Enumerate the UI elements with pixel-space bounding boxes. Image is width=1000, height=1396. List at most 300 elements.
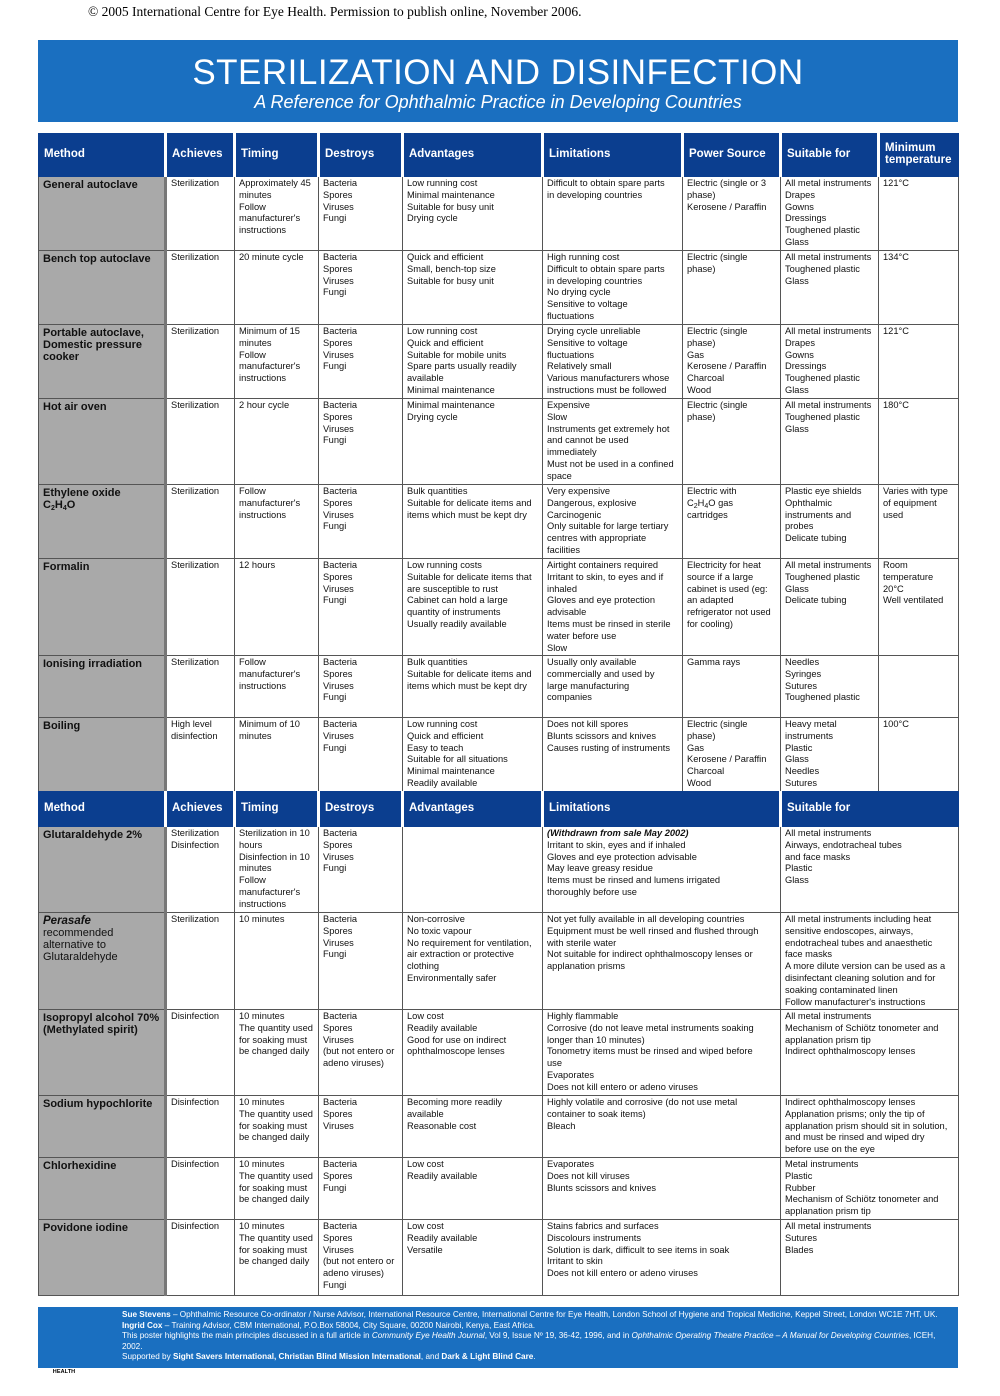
timing-cell-line: The quantity used — [239, 1108, 313, 1119]
limitations-cell-line: commercially and used by — [547, 668, 655, 679]
copyright-notice: © 2005 International Centre for Eye Health. Permission to publish online, November 2006. — [88, 4, 582, 19]
power-cell — [683, 177, 781, 251]
destroys-cell-line: Fungi — [323, 287, 347, 298]
achieves-cell-line: Sterilization — [171, 560, 220, 570]
destroys-cell-line: Spores — [323, 1108, 353, 1119]
suitable-cell-line: Mechanism of Schiötz tonometer and — [785, 1022, 939, 1033]
limitations-cell-line: Highly flammable — [547, 1011, 619, 1021]
achieves-cell — [166, 913, 235, 1010]
advantages-cell-line: available — [407, 1108, 444, 1119]
temp-cell-line: 121°C — [883, 178, 909, 188]
advantages-cell-line: are susceptible to rust — [407, 583, 498, 594]
method-label: Ethylene oxide — [43, 487, 121, 499]
power-cell-line: Electric with — [687, 486, 737, 496]
destroys-cell — [319, 1220, 403, 1296]
advantages-cell-line: Suitable for busy unit — [407, 201, 494, 212]
suitable-cell-line: instruments and — [785, 509, 852, 520]
limitations-cell — [543, 485, 683, 559]
advantages-cell-line: Drying cycle — [407, 213, 458, 224]
suitable-cell-line: Glass — [785, 583, 809, 594]
limitations-cell-line: Items must be rinsed in sterile — [547, 618, 671, 629]
method-label: General autoclave — [43, 179, 138, 191]
method-name — [39, 559, 166, 656]
method-label: Glutaraldehyde 2% — [43, 829, 143, 841]
method-label: Formalin — [43, 561, 90, 573]
limitations-cell-line: Gloves and eye protection — [547, 595, 656, 606]
timing-cell-line: minutes — [239, 730, 272, 741]
suitable-cell-line: A more dilute version can be used as a — [785, 961, 946, 972]
method-label: Perasafe — [43, 915, 91, 927]
power-cell-line: for cooling) — [687, 618, 733, 629]
temp-cell — [879, 559, 959, 656]
achieves-cell — [166, 656, 235, 718]
advantages-cell-line: Suitable for mobile units — [407, 349, 507, 360]
advantages-cell-line: Low cost — [407, 1159, 444, 1169]
achieves-cell — [166, 827, 235, 913]
suitable-cell-line: Toughened plastic — [785, 411, 860, 422]
timing-cell-line: 10 minutes — [239, 914, 285, 924]
destroys-cell-line: Fungi — [323, 949, 347, 960]
advantages-cell-line: Becoming more readily — [407, 1097, 503, 1107]
destroys-cell-line: adeno viruses) — [323, 1058, 384, 1069]
suitable-cell-line: Drapes — [785, 189, 815, 200]
limitations-cell-line: No drying cycle — [547, 287, 611, 298]
destroys-cell-line: Spores — [323, 337, 353, 348]
power-cell — [683, 718, 781, 792]
method-name — [39, 1158, 166, 1220]
page-subtitle: A Reference for Ophthalmic Practice in Developing Countries — [254, 92, 742, 112]
limitations-cell-line: Irritant to skin, to eyes and if — [547, 571, 664, 582]
limitations-cell-line: Slow — [547, 411, 568, 422]
limitations-cell-line: Stains fabrics and surfaces — [547, 1221, 659, 1231]
limitations-cell-line: Equipment must be well rinsed and flushed through — [547, 925, 759, 936]
limitations-cell-line: facilities — [547, 544, 581, 555]
timing-cell-line: be changed daily — [239, 1046, 310, 1057]
timing-cell-line: manufacturer's — [239, 361, 301, 372]
destroys-cell-line: Viruses — [323, 275, 354, 286]
timing-cell-line: instructions — [239, 680, 287, 691]
achieves-cell-line: Sterilization — [171, 914, 220, 924]
power-cell-line: Charcoal — [687, 373, 725, 384]
achieves-cell-line: Disinfection — [171, 1221, 220, 1231]
limitations-cell-line: Instruments get extremely hot — [547, 423, 670, 434]
table2-header-destroys: Destroys — [319, 792, 403, 827]
achieves-cell — [166, 399, 235, 485]
limitations-cell-line: Only suitable for large tertiary — [547, 521, 669, 532]
advantages-cell-line: Low running cost — [407, 178, 478, 188]
destroys-cell-line: Spores — [323, 1232, 353, 1243]
destroys-cell-line: Bacteria — [323, 719, 358, 729]
advantages-cell — [403, 718, 543, 792]
table1-header-suitable-for: Suitable for — [781, 134, 879, 177]
title-banner — [38, 40, 958, 122]
method-label: Boiling — [43, 720, 81, 732]
power-cell-line: Electric (single — [687, 326, 748, 336]
temp-cell — [879, 399, 959, 485]
destroys-cell-line: Bacteria — [323, 252, 358, 262]
achieves-cell — [166, 325, 235, 399]
timing-cell-line: Approximately 45 — [239, 178, 311, 188]
table-row — [39, 718, 959, 792]
temp-cell-line: 180°C — [883, 400, 909, 410]
advantages-cell-line: Cabinet can hold a large — [407, 595, 508, 606]
timing-cell-line: Minimum of 15 — [239, 326, 300, 336]
destroys-cell — [319, 399, 403, 485]
limitations-cell-line: applanation prisms — [547, 961, 626, 972]
suitable-cell-line: applanation prism should sit in solution, — [785, 1120, 948, 1131]
method-name — [39, 913, 166, 1010]
destroys-cell-line: Spores — [323, 925, 353, 936]
timing-cell — [235, 1220, 319, 1296]
suitable-cell-line: Blades — [785, 1244, 814, 1255]
destroys-cell-line: Bacteria — [323, 560, 358, 570]
power-cell — [683, 325, 781, 399]
advantages-cell-line: Drying cycle — [407, 411, 458, 422]
credit-line-2: Ingrid Cox – Training Advisor, CBM International, P.O.Box 58004, City Square, 00200 Nairobi, Kenya, East Africa. — [122, 1320, 536, 1330]
limitations-cell-line: Must not be used in a confined — [547, 458, 674, 469]
limitations-cell-line: Bleach — [547, 1120, 576, 1131]
suitable-cell-line: probes — [785, 521, 814, 532]
advantages-cell-line: Suitable for all situations — [407, 754, 508, 765]
temp-cell-line: temperature — [883, 571, 934, 582]
achieves-cell-line: Disinfection — [171, 1097, 220, 1107]
limitations-cell-line: Not suitable for indirect ophthalmoscopy lenses or — [547, 949, 753, 960]
destroys-cell — [319, 485, 403, 559]
limitations-cell — [543, 251, 683, 325]
limitations-cell-line: Solution is dark, difficult to see items in soak — [547, 1244, 730, 1255]
suitable-cell-line: Toughened plastic — [785, 571, 860, 582]
advantages-cell-line: available — [407, 373, 444, 384]
advantages-cell-line: Reasonable cost — [407, 1120, 477, 1131]
table-row — [39, 1010, 959, 1096]
table-row — [39, 1096, 959, 1158]
destroys-cell-line: (but not entero or — [323, 1046, 395, 1057]
limitations-cell-line: instructions must be followed — [547, 384, 667, 395]
suitable-cell-line: Glass — [785, 275, 809, 286]
timing-cell-line: minutes — [239, 337, 272, 348]
destroys-cell-line: Bacteria — [323, 486, 358, 496]
table1-header-power-source: Power Source — [683, 134, 781, 177]
timing-cell-line: Sterilization in 10 — [239, 828, 310, 838]
destroys-cell — [319, 1158, 403, 1220]
suitable-cell-line: All metal instruments — [785, 1221, 872, 1231]
suitable-cell — [781, 1010, 959, 1096]
timing-cell-line: 12 hours — [239, 560, 276, 570]
timing-cell-line: Follow — [239, 349, 266, 360]
power-cell-line: Kerosene / Paraffin — [687, 201, 767, 212]
suitable-cell — [781, 718, 879, 792]
timing-cell — [235, 251, 319, 325]
destroys-cell-line: Fungi — [323, 692, 347, 703]
suitable-cell — [781, 827, 959, 913]
table2-header-achieves: Achieves — [166, 792, 235, 827]
power-cell-line: phase) — [687, 337, 716, 348]
advantages-cell-line: Low running costs — [407, 560, 482, 570]
power-cell-line: phase) — [687, 730, 716, 741]
advantages-cell-line: Usually readily available — [407, 618, 507, 629]
limitations-cell-line: Not yet fully available in all developing countries — [547, 914, 745, 924]
achieves-cell — [166, 1220, 235, 1296]
table1-header-method: Method — [39, 134, 166, 177]
achieves-cell — [166, 1158, 235, 1220]
limitations-cell-line: container to soak items) — [547, 1108, 646, 1119]
suitable-cell-line: instruments — [785, 730, 834, 741]
temp-cell — [879, 656, 959, 718]
suitable-cell — [781, 325, 879, 399]
timing-cell-line: Follow — [239, 486, 266, 496]
limitations-cell-line: Usually only available — [547, 657, 637, 667]
timing-cell-line: The quantity used — [239, 1232, 313, 1243]
destroys-cell-line: Bacteria — [323, 326, 358, 336]
suitable-cell-line: Plastic — [785, 742, 813, 753]
destroys-cell — [319, 251, 403, 325]
timing-cell — [235, 1096, 319, 1158]
destroys-cell-line: Fungi — [323, 1182, 347, 1193]
limitations-cell-line: Dangerous, explosive — [547, 497, 637, 508]
limitations-cell-line: Discolours instruments — [547, 1232, 642, 1243]
destroys-cell-line: Viruses — [323, 1244, 354, 1255]
method-name — [39, 1220, 166, 1296]
suitable-cell-line: Follow manufacturer's instructions — [785, 996, 926, 1007]
advantages-cell-line: No requirement for ventilation, — [407, 937, 532, 948]
method-label: Portable autoclave, Domestic pressure cooker — [43, 327, 144, 363]
method-label: Bench top autoclave — [43, 253, 151, 265]
timing-cell-line: Minimum of 10 — [239, 719, 300, 729]
destroys-cell — [319, 718, 403, 792]
destroys-cell-line: Spores — [323, 571, 353, 582]
destroys-cell-line: Viruses — [323, 423, 354, 434]
power-cell-line: Gamma rays — [687, 657, 741, 667]
suitable-cell — [781, 485, 879, 559]
limitations-cell-line: fluctuations — [547, 349, 595, 360]
advantages-cell-line: Good for use on indirect — [407, 1034, 507, 1045]
limitations-cell-line: Drying cycle unreliable — [547, 326, 641, 336]
limitations-cell-line: Does not kill spores — [547, 719, 629, 729]
power-cell — [683, 559, 781, 656]
limitations-cell-line: inhaled — [547, 583, 577, 594]
advantages-cell-line: Non-corrosive — [407, 914, 465, 924]
power-cell-line: $C_2H_4O$ gas — [687, 497, 734, 510]
table-row — [39, 656, 959, 718]
method-name — [39, 399, 166, 485]
achieves-cell-line: Disinfection — [171, 1011, 220, 1021]
limitations-cell-line: Relatively small — [547, 361, 612, 372]
limitations-cell — [543, 1220, 781, 1296]
suitable-cell — [781, 1220, 959, 1296]
advantages-cell — [403, 827, 543, 913]
advantages-cell-line: items which must be kept dry — [407, 680, 527, 691]
advantages-cell-line: air extraction or protective — [407, 949, 514, 960]
limitations-cell-line: Carcinogenic — [547, 509, 602, 520]
suitable-cell-line: applanation prism tip — [785, 1206, 871, 1217]
timing-cell-line: manufacturer's — [239, 886, 301, 897]
temp-cell-line: 100°C — [883, 719, 909, 729]
suitable-cell-line: endotracheal tubes and anaesthetic — [785, 937, 933, 948]
limitations-cell-line: Items must be rinsed and lumens irrigated — [547, 875, 721, 886]
footer-credits — [38, 1307, 958, 1368]
advantages-cell — [403, 656, 543, 718]
timing-cell-line: for soaking must — [239, 1244, 308, 1255]
suitable-cell-line: Toughened plastic — [785, 373, 860, 384]
suitable-cell-line: Mechanism of Schiötz tonometer and — [785, 1194, 939, 1205]
limitations-cell-line: with sterile water — [547, 937, 617, 948]
suitable-cell-line: Needles — [785, 766, 820, 777]
destroys-cell — [319, 1096, 403, 1158]
method-name — [39, 251, 166, 325]
suitable-cell — [781, 251, 879, 325]
table1-header-minimum-temperature: Minimum temperature — [879, 134, 959, 177]
method-label: Chlorhexidine — [43, 1160, 117, 1172]
method-name — [39, 325, 166, 399]
timing-cell-line: hours — [239, 839, 263, 850]
method-label: Hot air oven — [43, 401, 107, 413]
suitable-cell-line: All metal instruments including heat — [785, 914, 932, 924]
suitable-cell-line: Indirect ophthalmoscopy lenses — [785, 1046, 916, 1057]
suitable-cell-line: applanation prism tip — [785, 1034, 871, 1045]
advantages-cell-line: Low cost — [407, 1011, 444, 1021]
timing-cell-line: 10 minutes — [239, 1011, 285, 1021]
suitable-cell-line: Needles — [785, 657, 820, 667]
timing-cell-line: minutes — [239, 863, 272, 874]
suitable-cell-line: disinfectant cleaning solution and for — [785, 972, 936, 983]
destroys-cell — [319, 1010, 403, 1096]
limitations-cell-line: Causes rusting of instruments — [547, 742, 670, 753]
suitable-cell-line: Glass — [785, 236, 809, 247]
timing-cell-line: for soaking must — [239, 1120, 308, 1131]
destroys-cell-line: Fungi — [323, 1279, 347, 1290]
destroys-cell-line: Bacteria — [323, 178, 358, 188]
method-label: Povidone iodine — [43, 1222, 128, 1234]
suitable-cell-line: All metal instruments — [785, 400, 872, 410]
limitations-cell-line: Gloves and eye protection advisable — [547, 851, 697, 862]
destroys-cell-line: adeno viruses) — [323, 1268, 384, 1279]
power-cell-line: phase) — [687, 263, 716, 274]
timing-cell — [235, 485, 319, 559]
limitations-cell — [543, 718, 683, 792]
suitable-cell-line: Delicate tubing — [785, 533, 847, 544]
temp-cell-line: used — [883, 509, 904, 520]
power-cell — [683, 251, 781, 325]
power-cell-line: Gas — [687, 742, 705, 753]
power-cell-line: Kerosene / Paraffin — [687, 754, 767, 765]
suitable-cell-line: soaking contaminated linen — [785, 984, 898, 995]
timing-cell — [235, 1010, 319, 1096]
limitations-cell-line: Evaporates — [547, 1069, 595, 1080]
timing-cell-line: instructions — [239, 373, 287, 384]
destroys-cell-line: Spores — [323, 411, 353, 422]
destroys-cell-line: Viruses — [323, 730, 354, 741]
advantages-cell-line: Readily available — [407, 1170, 478, 1181]
timing-cell-line: 10 minutes — [239, 1097, 285, 1107]
advantages-cell-line: Readily available — [407, 1232, 478, 1243]
method-name — [39, 1096, 166, 1158]
destroys-cell-line: Viruses — [323, 851, 354, 862]
advantages-cell — [403, 325, 543, 399]
table-row — [39, 1158, 959, 1220]
advantages-cell-line: Low running cost — [407, 719, 478, 729]
power-cell-line: Electric (single — [687, 252, 748, 262]
limitations-cell — [543, 559, 683, 656]
temp-cell — [879, 325, 959, 399]
limitations-cell-line: advisable — [547, 607, 587, 618]
credit-line-1: Sue Stevens – Ophthalmic Resource Co-ordinator / Nurse Advisor, International Resource Centre, International Centre for Eye Health, London School of Hygiene and Tropical Medicine, Keppel Street, London WC1E 7HT, UK. — [122, 1310, 938, 1319]
achieves-cell — [166, 1096, 235, 1158]
suitable-cell — [781, 559, 879, 656]
achieves-cell-line: Sterilization — [171, 828, 220, 838]
limitations-cell-line: large manufacturing — [547, 680, 630, 691]
achieves-cell-line: High level — [171, 719, 212, 729]
destroys-cell-line: Spores — [323, 1170, 353, 1181]
advantages-cell — [403, 1010, 543, 1096]
suitable-cell — [781, 177, 879, 251]
suitable-cell-line: Glass — [785, 875, 809, 886]
suitable-cell-line: Sutures — [785, 680, 818, 691]
suitable-cell-line: All metal instruments — [785, 326, 872, 336]
power-cell-line: Kerosene / Paraffin — [687, 361, 767, 372]
method-name — [39, 656, 166, 718]
temp-cell-line: Varies with type — [883, 486, 948, 496]
timing-cell — [235, 1158, 319, 1220]
power-cell — [683, 399, 781, 485]
timing-cell-line: be changed daily — [239, 1132, 310, 1143]
temp-cell — [879, 485, 959, 559]
suitable-cell — [781, 656, 879, 718]
destroys-cell-line: Fungi — [323, 595, 347, 606]
temp-cell-line: Well ventilated — [883, 595, 944, 606]
limitations-cell-line: Irritant to skin — [547, 1256, 603, 1267]
table-row — [39, 485, 959, 559]
suitable-cell-line: Indirect ophthalmoscopy lenses — [785, 1097, 916, 1107]
suitable-cell-line: Applanation prisms; only the tip of — [785, 1108, 925, 1119]
suitable-cell-line: Sutures — [785, 777, 818, 788]
destroys-cell-line: Bacteria — [323, 1011, 358, 1021]
timing-cell — [235, 913, 319, 1010]
advantages-cell — [403, 177, 543, 251]
suitable-cell-line: Plastic — [785, 1170, 813, 1181]
timing-cell-line: 10 minutes — [239, 1221, 285, 1231]
limitations-cell-line: Expensive — [547, 400, 590, 410]
suitable-cell-line: Glass — [785, 754, 809, 765]
table2-header-limitations: Limitations — [543, 792, 781, 827]
advantages-cell — [403, 251, 543, 325]
advantages-cell-line: Minimal maintenance — [407, 400, 495, 410]
timing-cell — [235, 325, 319, 399]
suitable-cell-line: All metal instruments — [785, 1011, 872, 1021]
suitable-cell-line: face masks — [785, 949, 833, 960]
timing-cell — [235, 177, 319, 251]
limitations-cell-line: Does not kill entero or adeno viruses — [547, 1268, 698, 1279]
timing-cell — [235, 718, 319, 792]
timing-cell-line: for soaking must — [239, 1034, 308, 1045]
advantages-cell-line: Readily available — [407, 777, 478, 788]
suitable-cell-line: Plastic eye shields — [785, 486, 862, 496]
disinfection-methods-table — [38, 791, 959, 1296]
power-cell-line: cabinet is used (eg: — [687, 583, 768, 594]
limitations-cell-line: companies — [547, 692, 592, 703]
limitations-cell-line: Evaporates — [547, 1159, 595, 1169]
advantages-cell-line: Quick and efficient — [407, 252, 484, 262]
destroys-cell-line: Bacteria — [323, 828, 358, 838]
suitable-cell-line: Toughened plastic — [785, 692, 860, 703]
destroys-cell-line: Fungi — [323, 742, 347, 753]
method-name — [39, 1010, 166, 1096]
temp-cell-line: 121°C — [883, 326, 909, 336]
limitations-cell — [543, 913, 781, 1010]
table1-header-limitations: Limitations — [543, 134, 683, 177]
limitations-cell-line: Very expensive — [547, 486, 611, 496]
timing-cell-line: Follow — [239, 657, 266, 667]
destroys-cell-line: Spores — [323, 668, 353, 679]
